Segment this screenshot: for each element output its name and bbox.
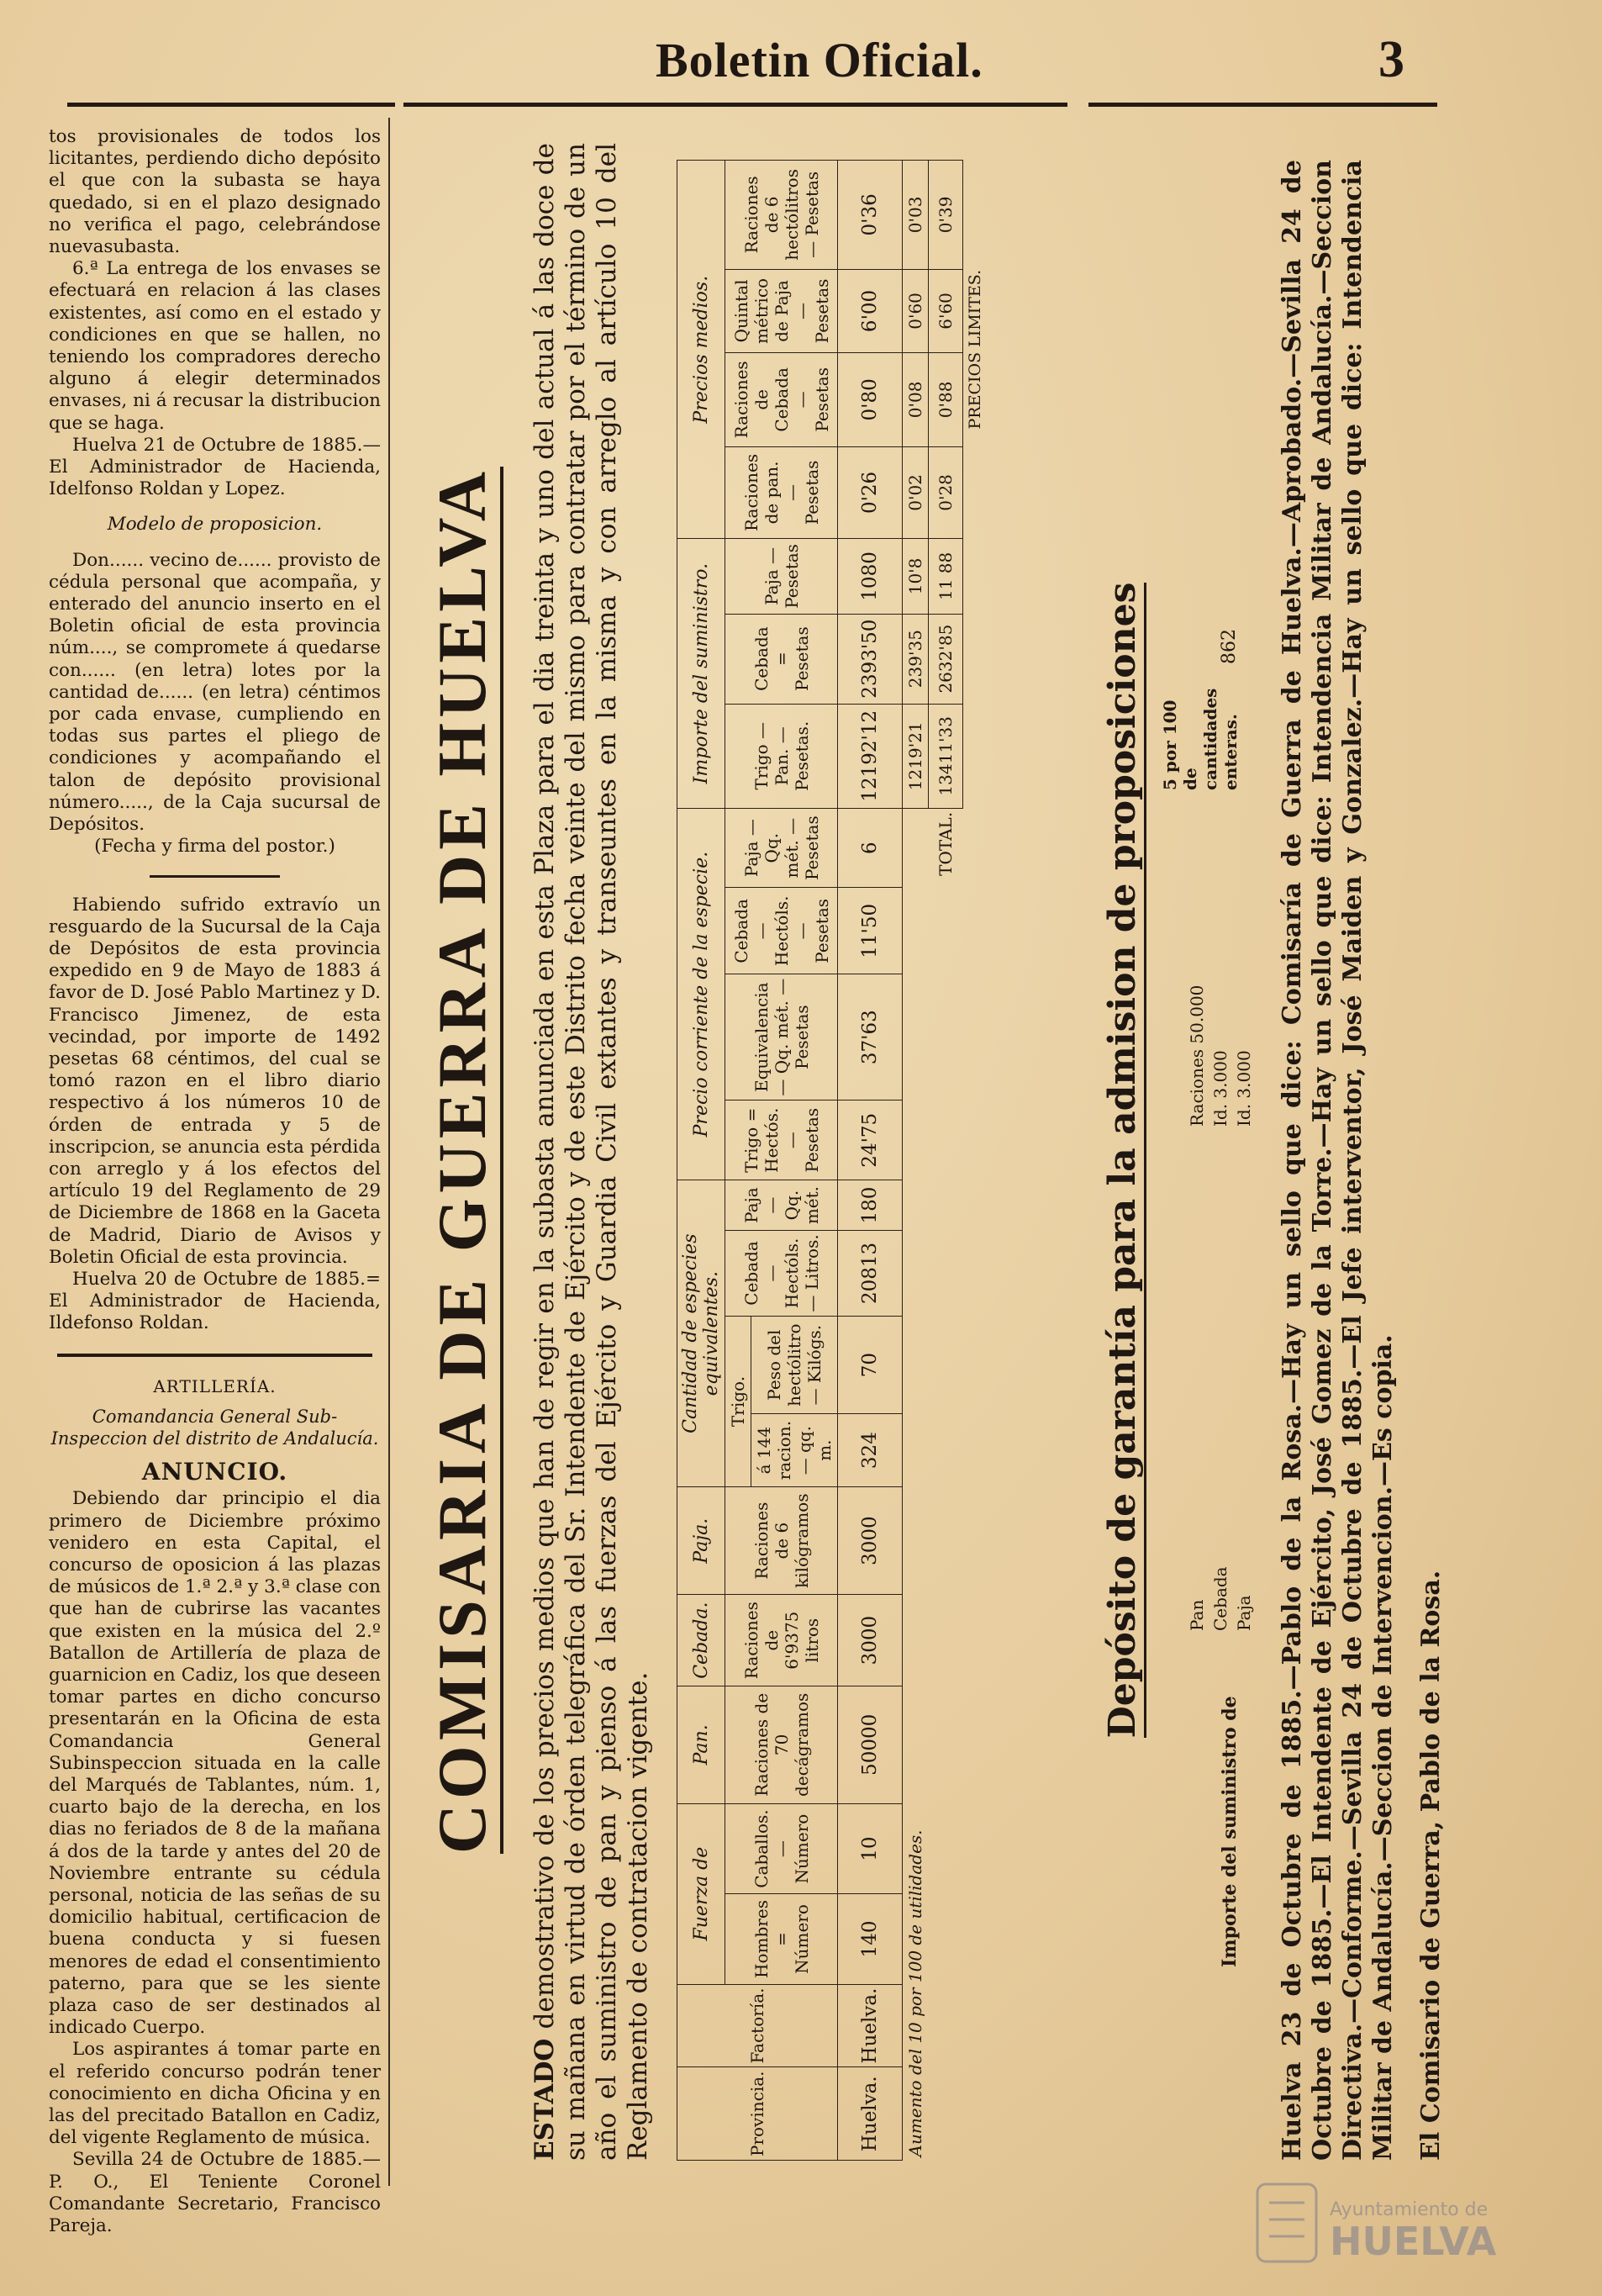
table-cell: 10'8: [903, 539, 929, 614]
table-cell: 6'60: [929, 269, 963, 352]
estado-paragraph: ESTADO demostrativo de los precios medios que han de regir en la subasta anunciada en esta Plaza para el dia treinta y uno del actual á las doce de su mañana en virtud de órden telegráfica del Sr. Intendente de Ejército y de este Distrito fecha veinte del mismo para contratar por el término de un año el suministro de pan y pienso á las fuerzas del Ejército y Guardia Civil extantes y transeuntes en la misma y con arreglo al artículo 10 del Reglamento de contratacion vigente.: [530, 143, 653, 2161]
table-header: Pan.: [677, 1686, 725, 1803]
huelva-seal-icon: [1252, 2177, 1563, 2270]
table-header: Equivalencia — Qq. mét. — Pesetas: [725, 974, 838, 1100]
table-header: Importe del suministro.: [677, 539, 725, 808]
table-cell: 2632'85: [929, 614, 963, 704]
table-header: Precios medios.: [677, 161, 725, 539]
table-row: [838, 161, 903, 2161]
text-paragraph: tos provisionales de todos los licitantes, perdiendo dicho depósito el que con la subasta se haya quedado, si en el plazo designado no verifica el pago, celebrándose nuevasubasta.: [49, 126, 381, 258]
table-cell: 3000: [838, 1486, 903, 1594]
table-header: Precio corriente de la especie.: [677, 808, 725, 1180]
text-paragraph: Habiendo sufrido extravío un resguardo de la Sucursal de la Caja de Depósitos de esta provincia expedido en 9 de Mayo de 1883 á favor de D. José Pablo Martinez y D. Francisco Jimenez, de esta vecindad, por importe de 1492 pesetas 68 céntimos, del cual se tomó razon en el libro diario respectivo á los números 10 de órden de entrada y 5 de inscripcion, se anuncia esta pérdida con arreglo y á los efectos del artículo 19 del Reglamento de 29 de Diciembre de 1868 en la Gaceta de Madrid, Diario de Avisos y Boletin Oficial de esta provincia.: [49, 894, 381, 1268]
column-divider: [388, 118, 390, 2186]
text-paragraph: Huelva 21 de Octubre de 1885.— El Administrador de Hacienda, Idelfonso Roldan y Lopez.: [49, 434, 381, 500]
table-cell: 324: [838, 1414, 903, 1487]
table-header: Caballos. — Número: [725, 1803, 838, 1894]
table-header: Raciones de 6 hectólitros — Pesetas: [725, 161, 838, 270]
table-cell: 140: [838, 1894, 903, 1984]
precios-limites-label: PRECIOS LIMITES.: [966, 269, 984, 430]
comisaria-title: COMISARIA DE GUERRA DE HUELVA: [403, 135, 521, 2186]
deposito-total: 862: [1219, 629, 1240, 664]
table-header: Cebada — Hectóls. — Litros.: [725, 1230, 838, 1316]
table-cell: 2393'50: [838, 614, 903, 704]
percent-note: 5 por 100 de cantidades enteras.: [1160, 688, 1241, 790]
header-rule-right: [1088, 103, 1437, 107]
section-heading: Modelo de proposicion.: [107, 514, 323, 536]
svg-text:Ayuntamiento de: Ayuntamiento de: [1330, 2199, 1489, 2220]
table-header: Cebada — Hectóls. — Pesetas: [725, 888, 838, 974]
table-cell: 24'75: [838, 1100, 903, 1180]
table-header: Paja — Pesetas: [725, 539, 838, 614]
table-cell: 6'00: [838, 269, 903, 352]
table-cell: 11 88: [929, 539, 963, 614]
raciones-list: Raciones 50.000 Id. 3.000 Id. 3.000: [1187, 984, 1254, 1127]
table-cell: 37'63: [838, 974, 903, 1100]
text-paragraph: Sevilla 24 de Octubre de 1885.— P. O., El Teniente Coronel Comandante Secretario, Francisco Pareja.: [49, 2149, 381, 2237]
table-header: Cantidad de especies equivalentes.: [677, 1180, 725, 1487]
table-row: [963, 161, 988, 2161]
table-row: [929, 161, 963, 2161]
section-heading: ARTILLERÍA.: [153, 1375, 277, 1396]
table-cell: 239'35: [903, 614, 929, 704]
table-cell: 10: [838, 1803, 903, 1894]
header-rule-mid: [403, 103, 1067, 107]
deposito-heading: Depósito de garantía para la admision de proposiciones: [1101, 160, 1135, 2161]
table-header: Provincia.: [677, 2067, 838, 2161]
table-cell: 1219'21: [903, 704, 929, 808]
table-cell: 0'80: [838, 353, 903, 446]
table-cell: 0'08: [903, 353, 929, 446]
table-header: Cebada.: [677, 1595, 725, 1686]
table-header: Hombres = Número: [725, 1894, 838, 1984]
text-paragraph: 6.ª La entrega de los envases se efectuará en relacion á las clases existentes, así como en el estado y condiciones en que se hallen, no teniendo los compradores derecho alguno á elegir determinados envases, ni á recusar la distribucion que se haga.: [49, 258, 381, 434]
svg-text:HUELVA: HUELVA: [1330, 2219, 1497, 2264]
comisaria-rotated-block: [403, 135, 1521, 2186]
table-cell: 11'50: [838, 888, 903, 974]
header-rule-left: [67, 103, 395, 107]
table-cell: 0'88: [929, 353, 963, 446]
table-header: Paja — Qq. mét.: [725, 1180, 838, 1231]
aumento-label: Aumento del 10 por 100 de utilidades.: [905, 1829, 926, 2157]
table-header: Cebada = Pesetas: [725, 614, 838, 704]
footer-paragraph: Huelva 23 de Octubre de 1885.—Pablo de la Rosa.—Hay un sello que dice: Comisaría de Guerra de Huelva.—Aprobado.—Sevilla 24 de Octubre de 1885.—El Intendente de Ejército, José Gomez de la Torre.—Hay un sello que dice: Intendencia Militar de Andalucía.—Seccion Directiva.—Conforme.—Sevilla 24 de Octubre de 1885.—El Jefe interventor, José Maiden y Gonzalez.—Hay un sello que dice: Intendencia Militar de Andalucía.—Seccion de Intervencion.—Es copia.: [1278, 160, 1398, 2161]
separator: [57, 1354, 372, 1357]
table-header: Raciones de Cebada — Pesetas: [725, 353, 838, 446]
table-cell: 3000: [838, 1595, 903, 1686]
left-column: [49, 126, 381, 2237]
table-header: Raciones de 70 decágramos: [725, 1686, 838, 1803]
table-cell: 0'26: [838, 446, 903, 539]
table-cell: 70: [838, 1317, 903, 1414]
page-number: 3: [1378, 31, 1404, 88]
table-cell: 0'36: [838, 161, 903, 270]
table-header: Fuerza de: [677, 1803, 725, 1984]
table-cell: 180: [838, 1180, 903, 1231]
table-header: Factoría.: [677, 1984, 838, 2067]
importe-label: Importe del suministro de: [1219, 1696, 1241, 1967]
table-header: Paja.: [677, 1486, 725, 1594]
table-cell: 0'02: [903, 446, 929, 539]
total-label: TOTAL.: [935, 811, 956, 876]
newspaper-title: Boletin Oficial.: [656, 33, 983, 87]
table-cell: Huelva.: [838, 1984, 903, 2067]
table-cell: 13411'33: [929, 704, 963, 808]
table-header: Raciones de 6'9375 litros: [725, 1595, 838, 1686]
table-header: Trigo = Hectós. — Pesetas: [725, 1100, 838, 1180]
supply-table: [677, 160, 987, 2161]
footer-signature: El Comisario de Guerra, Pablo de la Rosa.: [1416, 1570, 1446, 2161]
table-header: Raciones de pan. — Pesetas: [725, 446, 838, 539]
table-header: á 144 racion. — qq. m.: [751, 1414, 838, 1487]
table-cell: 6: [838, 808, 903, 888]
table-header: Trigo — Pan. — Pesetas.: [725, 704, 838, 808]
importe-items: Pan Cebada Paja: [1187, 1566, 1254, 1631]
separator: [150, 875, 280, 878]
table-header: Quintal métrico de Paja — Pesetas: [725, 269, 838, 352]
text-paragraph: Los aspirantes á tomar parte en el referido concurso podrán tener conocimiento en dicha Oficina y en las del precitado Batallon en Cadiz, del vigente Reglamento de música.: [49, 2039, 381, 2149]
table-cell: 0'60: [903, 269, 929, 352]
table-cell: 0'39: [929, 161, 963, 270]
table-header: Peso del hectólitro — Kilógs.: [751, 1317, 838, 1414]
table-header: Paja — Qq. mét. — Pesetas: [725, 808, 838, 888]
section-heading: ANUNCIO.: [141, 1458, 288, 1486]
table-cell: 1080: [838, 539, 903, 614]
table-cell: 0'28: [929, 446, 963, 539]
table-header: Trigo.: [725, 1317, 751, 1487]
table-cell: 50000: [838, 1686, 903, 1803]
table-cell: 0'03: [903, 161, 929, 270]
table-cell: 12192'12: [838, 704, 903, 808]
table-header: Raciones de 6 kilógramos: [725, 1486, 838, 1594]
text-paragraph: Huelva 20 de Octubre de 1885.= El Administrador de Hacienda, Ildefonso Roldan.: [49, 1268, 381, 1334]
section-subheading: Comandancia General Sub-Inspeccion del distrito de Andalucía.: [50, 1406, 379, 1449]
table-cell: 20813: [838, 1230, 903, 1316]
text-paragraph: Don...... vecino de...... provisto de cédula personal que acompaña, y enterado del anuncio inserto en el Boletin oficial de esta provincia núm...., se compromete á quedarse con...... (en letra) lotes por la cantidad de...... (en letra) céntimos por cada envase, cumpliendo en todas sus partes el pliego de condiciones y acompañando el talon de depósito provisional número....., de la Caja sucursal de Depósitos.: [49, 549, 381, 836]
table-cell: Huelva.: [838, 2067, 903, 2161]
text-paragraph: (Fecha y firma del postor.): [94, 836, 335, 858]
table-row: [903, 161, 929, 2161]
text-paragraph: Debiendo dar principio el dia primero de Diciembre próximo venidero en esta Capital, el concurso de oposicion á las plazas de músicos de 1.ª 2.ª y 3.ª clase con que han de cubrirse las vacantes que existen en la música del 2.º Batallon de Artillería de plaza de guarnicion en Cadiz, los que deseen tomar partes en dicho concurso presentarán en la Oficina de esta Comandancia General Subinspeccion situada en la calle del Marqués de Tablantes, núm. 1, cuarto bajo de la derecha, en los dias no feriados de 8 de la mañana á dos de la tarde y antes del 20 de Noviembre entrante su cédula personal, noticia de las señas de su domicilio habitual, certificacion de buena conducta y si fuesen menores de edad el consentimiento paterno, para que se les siente plaza caso de ser destinados al indicado Cuerpo.: [49, 1488, 381, 2039]
